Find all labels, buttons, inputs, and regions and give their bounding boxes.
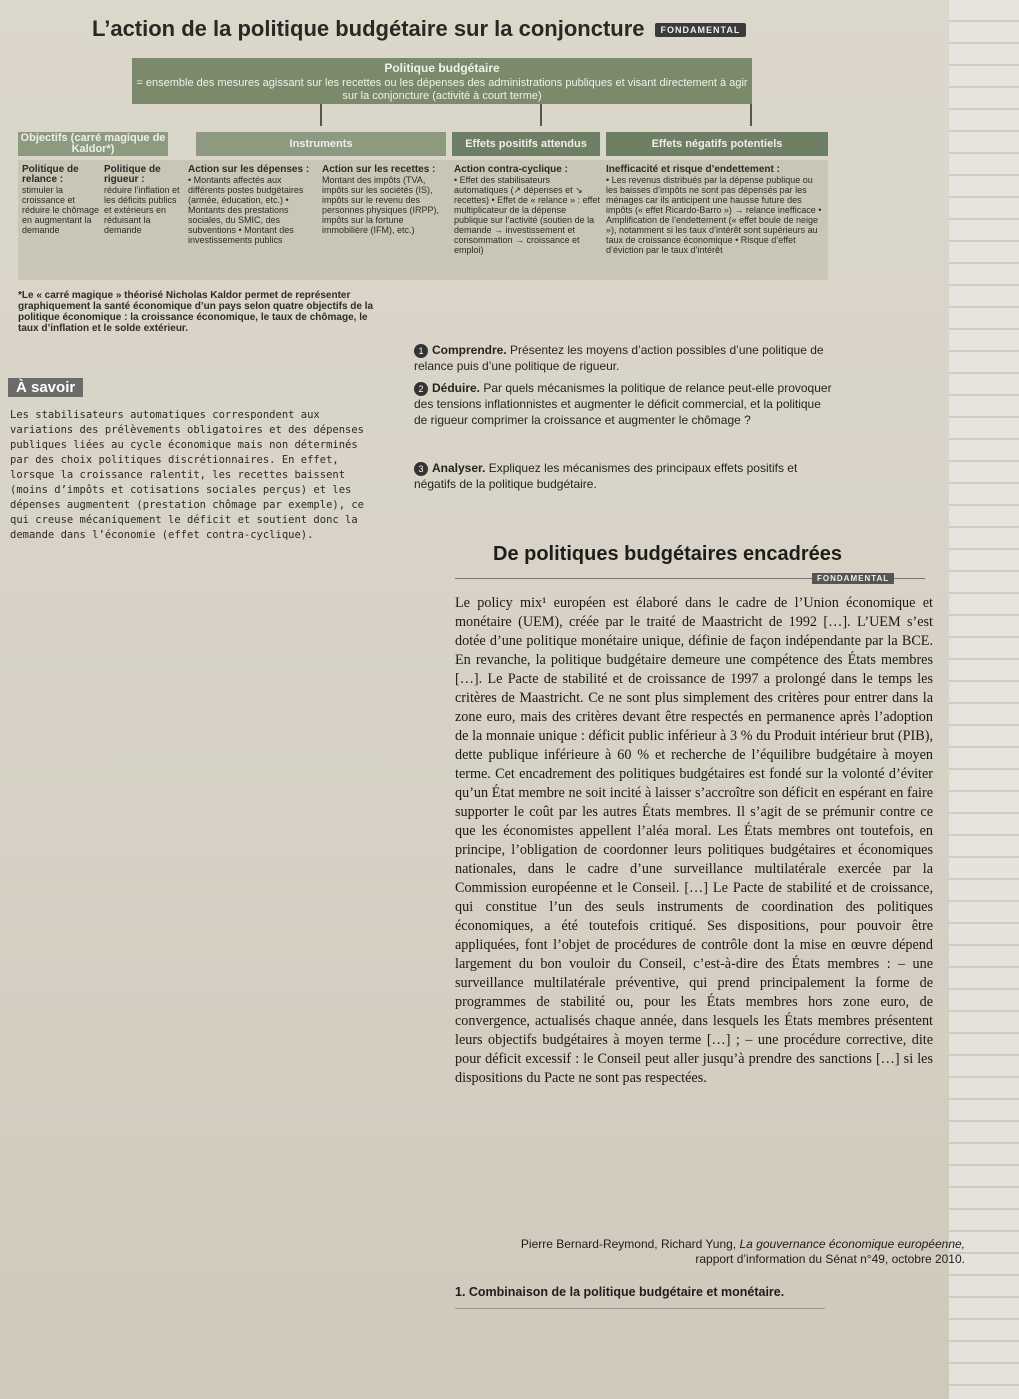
cell-contra-cyclique <box>454 165 600 255</box>
cell-relance-text: stimuler la croissance et réduire le chômage en augmentant la demande <box>22 185 100 235</box>
source-ref: rapport d’information du Sénat n°49, octobre 2010. <box>695 1252 965 1266</box>
cell-rigueur <box>104 165 184 235</box>
question-verb: Analyser. <box>432 461 486 475</box>
cell-depenses-text: • Montants affectés aux différents postes budgétaires (armée, éducation, etc.) • Montants des prestations sociales, du SMIC, des subventions • Montant des investissements publics <box>188 175 304 245</box>
cell-inefficacite <box>606 165 826 255</box>
question-1 <box>414 342 834 374</box>
col-objectifs: Objectifs (carré magique de Kaldor*) <box>18 132 168 156</box>
question-verb: Comprendre. <box>432 343 507 357</box>
cell-inefficacite-title: Inefficacité et risque d’endettement : <box>606 164 780 175</box>
footnote: 1. Combinaison de la politique budgétaire et monétaire. <box>455 1285 785 1299</box>
cell-depenses-title: Action sur les dépenses : <box>188 164 310 175</box>
cell-contra-title: Action contra-cyclique : <box>454 164 568 175</box>
cell-rigueur-title: Politique de rigueur : <box>104 164 161 185</box>
question-number: 3 <box>414 462 428 476</box>
article-text: Le policy mix¹ européen est élaboré dans le cadre de l’Union économique et monétaire (UEM), créée par le traité de Maastricht de 1992 […]. L’UEM s’est dotée d’une politique monétaire unique, définie de façon indépendante par la BCE. En revanche, la politique budgétaire demeure une compétence des États membres […]. Le Pacte de stabilité et de croissance de 1997 a prolongé dans le temps les critères de Maastricht. Ce ne sont plus simplement des critères pour entrer dans la zone euro, mais des critères devant être respectés en permanence après l’adoption de la monnaie unique : déficit public inférieur à 3 % du Produit intérieur brut (PIB), dette publique inférieure à 60 % et recherche de l’équilibre budgétaire à moyen terme. Cet encadrement des politiques budgétaires est fondé sur la volonté d’éviter qu’un État membre ne soit incité à laisser s’accroître son déficit en espérant en faire supporter le coût par les autres États membres. Il s’agit de se prémunir contre ce que les économistes appellent l’aléa moral. Les États membres ont toutefois, en principe, l’obligation de coordonner leurs politiques budgétaires et économiques nationales, dans le cadre d’une surveillance multilatérale exercée par la Commission européenne et le Conseil. […] Le Pacte de stabilité et de croissance, qui constitue l’un des seuls instruments de coordination des politiques économiques, a été toutefois critiqué. Ses dispositions, pour pouvoir être appliquées, font l’objet de procédures de contrôle dont la mise en œuvre dépend largement du bon vouloir du Conseil, c’est-à-dire des États membres : – une surveillance multilatérale préventive, qui prend principalement la forme de programmes de stabilité ou, pour les États membres hors zone euro, de convergence, actualisés chaque année, dans lesquels les États membres présentent leurs objectifs budgétaires à moyen terme […] ; – une procédure corrective, dite pour déficit excessif : le Conseil peut aller jusqu’à prendre des sanctions […] si les dispositions du Pacte ne sont pas respectées. <box>455 595 933 1086</box>
savoir-text: Les stabilisateurs automatiques correspondent aux variations des prélèvements obligatoires et des dépenses publiques liées au cycle économique mais non déterminés par des choix politiques discrétionnaires. En effet, lorsque la croissance ralentit, les recettes baissent (moins d’impôts et cotisations sociales perçus) et les dépenses augmentent (prestation chômage par exemple), ce qui creuse mécaniquement le déficit et soutient donc la demande dans l’économie (effet contra-cyclique). <box>10 409 365 541</box>
source-work: La gouvernance économique européenne, <box>739 1237 965 1251</box>
arrow-down-icon <box>750 104 752 126</box>
source-author: Pierre Bernard-Reymond, Richard Yung, <box>520 1237 737 1251</box>
cell-depenses <box>188 165 318 245</box>
cell-recettes <box>322 165 450 235</box>
col-effets-positifs: Effets positifs attendus <box>452 132 600 156</box>
diagram-header-desc: = ensemble des mesures agissant sur les recettes ou les dépenses des administrations publiques et visant directement à agir sur la conjoncture (activité à court terme) <box>136 77 748 102</box>
question-verb: Déduire. <box>432 381 481 395</box>
diagram-caption: *Le « carré magique » théorisé Nicholas Kaldor permet de représenter graphiquement la santé économique d’un pays selon quatre objectifs de la politique économique : la croissance économique, le taux de chômage, le taux d’inflation et le solde extérieur. <box>18 290 374 334</box>
footnote-divider <box>455 1308 825 1309</box>
question-number: 2 <box>414 382 428 396</box>
col-instruments: Instruments <box>196 132 446 156</box>
article-source <box>455 1237 965 1267</box>
question-text: Présentez les moyens d’action possibles d’une politique de relance puis d’une politique de rigueur. <box>414 343 824 373</box>
question-text: Expliquez les mécanismes des principaux effets positifs et négatifs de la politique budgétaire. <box>414 461 798 491</box>
section-title: De politiques budgétaires encadrées <box>493 543 842 565</box>
page-title <box>92 16 746 42</box>
page-edge <box>949 0 1019 1399</box>
arrow-down-icon <box>320 104 322 126</box>
cell-recettes-text: Montant des impôts (TVA, impôts sur les sociétés (IS), impôts sur le revenu des personnes physiques (IRPP), impôts sur la fortune immobilière (IFM), etc.) <box>322 175 440 235</box>
diagram-header <box>132 58 752 104</box>
cell-relance <box>22 165 102 235</box>
cell-inefficacite-text: • Les revenus distribués par la dépense publique ou les baisses d’impôts ne sont pas dépensés par les ménages car ils anticipent une hausse future des impôts (« effet Ricardo-Barro ») → relance inefficace • Amplification de l’endettement (« effet boule de neige »), notamment si les taux d’intérêt sont supérieurs au taux de croissance économique • Risque d’effet d’éviction par le taux d’intérêt <box>606 175 822 255</box>
savoir-label: À savoir <box>8 378 83 397</box>
question-2 <box>414 380 834 428</box>
section-tag: FONDAMENTAL <box>812 573 894 584</box>
cell-relance-title: Politique de relance : <box>22 164 79 185</box>
title-tag: FONDAMENTAL <box>655 23 747 37</box>
question-text: Par quels mécanismes la politique de relance peut-elle provoquer des tensions inflationnistes et augmenter le déficit commercial, et la politique de rigueur comprimer la croissance et augmenter le chômage ? <box>414 381 832 427</box>
title-text: L’action de la politique budgétaire sur la conjoncture <box>92 16 645 41</box>
cell-rigueur-text: réduire l’inflation et les déficits publics et extérieurs en réduisant la demande <box>104 185 180 235</box>
cell-contra-text: • Effet des stabilisateurs automatiques (↗ dépenses et ↘ recettes) • Effet de « relance » : effet multiplicateur de la dépense publique sur l’activité (soutien de la demande → investissement et consommation → croissance et emploi) <box>454 175 600 255</box>
article-body <box>455 594 933 1088</box>
cell-recettes-title: Action sur les recettes : <box>322 164 436 175</box>
arrow-down-icon <box>540 104 542 126</box>
diagram-header-title: Politique budgétaire <box>384 61 500 75</box>
col-effets-negatifs: Effets négatifs potentiels <box>606 132 828 156</box>
question-3 <box>414 460 834 492</box>
question-number: 1 <box>414 344 428 358</box>
